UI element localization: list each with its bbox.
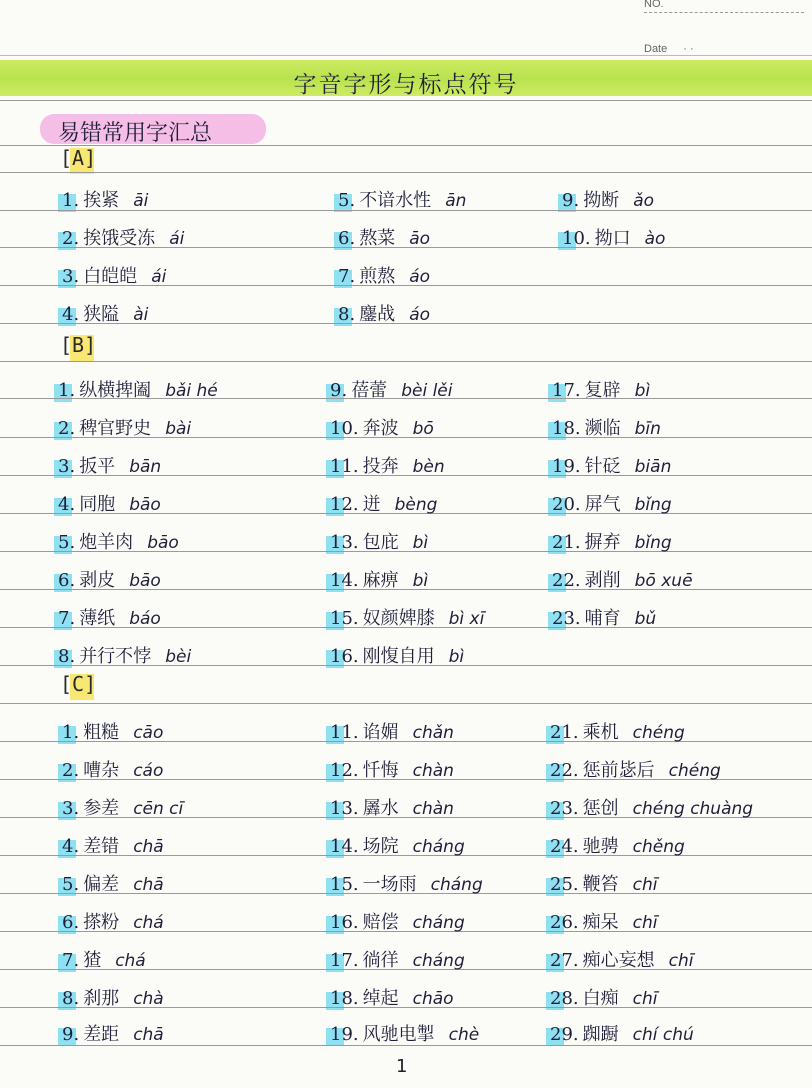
list-item: 8. 刹那 chà bbox=[62, 988, 164, 1009]
list-item: 1. 粗糙 cāo bbox=[62, 722, 164, 743]
list-item: 4. 差错 chā bbox=[62, 836, 164, 857]
date-label bbox=[644, 19, 804, 57]
list-item: 3. 扳平 bān bbox=[58, 456, 162, 477]
list-item: 22. 剥削 bō xuē bbox=[552, 570, 693, 591]
ruled-line bbox=[0, 361, 812, 362]
list-item: 26. 痴呆 chī bbox=[550, 912, 658, 933]
list-item: 28. 白痴 chī bbox=[550, 988, 658, 1009]
no-label: NO. bbox=[644, 0, 804, 13]
list-item: 8. 并行不悖 bèi bbox=[58, 646, 192, 667]
list-item: 27. 痴心妄想 chī bbox=[550, 950, 694, 971]
list-item: 3. 白皑皑 ái bbox=[62, 266, 167, 287]
list-item: 7. 薄纸 báo bbox=[58, 608, 161, 629]
list-item: 5. 偏差 chā bbox=[62, 874, 164, 895]
list-item: 23. 哺育 bǔ bbox=[552, 608, 657, 629]
list-item: 6. 搽粉 chá bbox=[62, 912, 164, 933]
list-item: 19. 风驰电掣 chè bbox=[330, 1024, 480, 1045]
list-item: 9. 差距 chā bbox=[62, 1024, 164, 1045]
list-item: 5. 不谙水性 ān bbox=[338, 190, 467, 211]
list-item: 16. 赔偿 cháng bbox=[330, 912, 465, 933]
list-item: 7. 猹 chá bbox=[62, 950, 146, 971]
section-label-c: [C] bbox=[60, 672, 96, 696]
list-item: 20. 屏气 bǐng bbox=[552, 494, 672, 515]
list-item: 17. 复辟 bì bbox=[552, 380, 651, 401]
list-item: 15. 奴颜婢膝 bì xī bbox=[330, 608, 485, 629]
list-item: 23. 惩创 chéng chuàng bbox=[550, 798, 754, 819]
ruled-line bbox=[0, 100, 812, 101]
section-label-a: [A] bbox=[60, 146, 96, 170]
list-item: 12. 迸 bèng bbox=[330, 494, 438, 515]
list-item: 8. 鏖战 áo bbox=[338, 304, 431, 325]
list-item: 11. 谄媚 chǎn bbox=[330, 722, 454, 743]
list-item: 7. 煎熬 áo bbox=[338, 266, 431, 287]
list-item: 19. 针砭 biān bbox=[552, 456, 672, 477]
ruled-line bbox=[0, 703, 812, 704]
list-item: 14. 麻痹 bì bbox=[330, 570, 429, 591]
list-item: 5. 炮羊肉 bāo bbox=[58, 532, 179, 553]
list-item: 4. 狭隘 ài bbox=[62, 304, 149, 325]
list-item: 21. 乘机 chéng bbox=[550, 722, 685, 743]
list-item: 1. 纵横捭阖 bǎi hé bbox=[58, 380, 218, 401]
list-item: 10. 奔波 bō bbox=[330, 418, 434, 439]
list-item: 4. 同胞 bāo bbox=[58, 494, 161, 515]
list-item: 13. 羼水 chàn bbox=[330, 798, 454, 819]
list-item: 3. 参差 cēn cī bbox=[62, 798, 184, 819]
section-label-b: [B] bbox=[60, 333, 96, 357]
list-item: 18. 绰起 chāo bbox=[330, 988, 454, 1009]
header-meta bbox=[644, 0, 804, 57]
list-item: 10. 拗口 ào bbox=[562, 228, 666, 249]
list-item: 24. 驰骋 chěng bbox=[550, 836, 685, 857]
list-item: 2. 稗官野史 bài bbox=[58, 418, 192, 439]
page-title: 字音字形与标点符号 bbox=[293, 72, 519, 98]
ruled-line bbox=[0, 172, 812, 173]
list-item: 2. 嘈杂 cáo bbox=[62, 760, 164, 781]
list-item: 21. 摒弃 bǐng bbox=[552, 532, 672, 553]
list-item: 16. 刚愎自用 bì bbox=[330, 646, 465, 667]
list-item: 6. 剥皮 bāo bbox=[58, 570, 161, 591]
date-text: Date bbox=[644, 43, 668, 55]
top-line bbox=[0, 55, 812, 56]
list-item: 29. 踟蹰 chí chú bbox=[550, 1024, 694, 1045]
list-item: 11. 投奔 bèn bbox=[330, 456, 445, 477]
subtitle: 易错常用字汇总 bbox=[58, 121, 213, 146]
date-dots: · · bbox=[683, 43, 694, 55]
page-number: 1 bbox=[396, 1056, 408, 1077]
list-item: 17. 徜徉 cháng bbox=[330, 950, 465, 971]
list-item: 6. 熬菜 āo bbox=[338, 228, 431, 249]
list-item: 18. 濒临 bīn bbox=[552, 418, 661, 439]
list-item: 1. 挨紧 āi bbox=[62, 190, 149, 211]
list-item: 9. 蓓蕾 bèi lěi bbox=[330, 380, 453, 401]
list-item: 14. 场院 cháng bbox=[330, 836, 465, 857]
list-item: 12. 忏悔 chàn bbox=[330, 760, 454, 781]
list-item: 9. 拗断 ǎo bbox=[562, 190, 655, 211]
list-item: 15. 一场雨 cháng bbox=[330, 874, 483, 895]
list-item: 25. 鞭笞 chī bbox=[550, 874, 658, 895]
list-item: 2. 挨饿受冻 ái bbox=[62, 228, 185, 249]
list-item: 13. 包庇 bì bbox=[330, 532, 429, 553]
list-item: 22. 惩前毖后 chéng bbox=[550, 760, 721, 781]
